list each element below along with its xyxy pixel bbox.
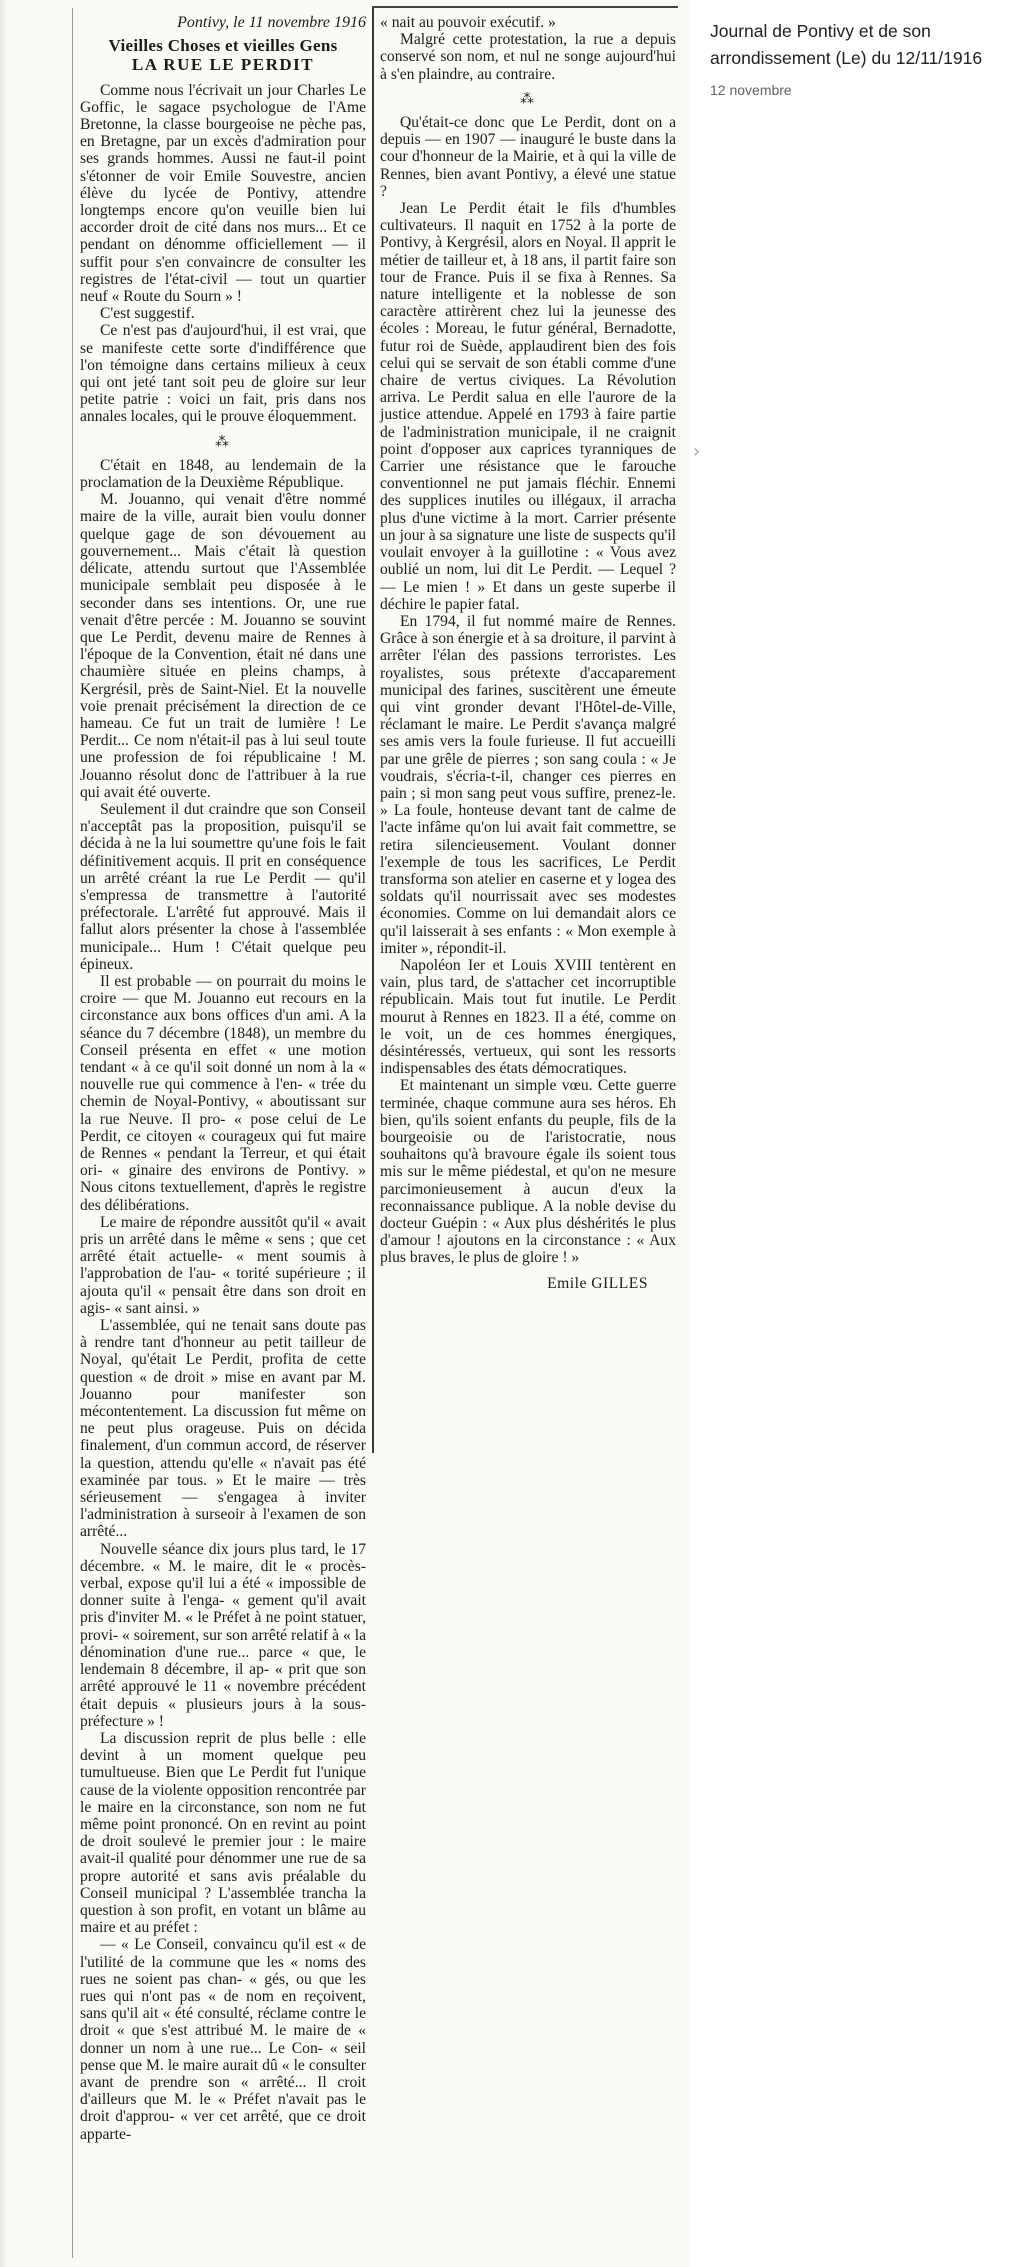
paragraph: L'assemblée, qui ne tenait sans doute pas à rendre tant d'honneur au petit tailleur de Noyal, qu'était Le Perdit, profita de cette question « de droit » mise en avant par M. Jouanno pour manifester son mécontentement. La discussion fut même on ne peut plus orageuse. Puis on décida finalement, d'un commun accord, de réserver la question, attendu qu'elle « n'avait pas été examinée par tous. » Et le maire — très sérieusement — s'engagea à inviter l'administration à surseoir à l'examen de son arrêté... (80, 1317, 366, 1541)
paragraph: C'était en 1848, au lendemain de la proclamation de la Deuxième République. (80, 456, 366, 492)
paragraph: La discussion reprit de plus belle : elle devint à un moment quelque peu tumultueuse. Bien que Le Perdit fut l'unique cause de la violente opposition rencontrée par le maire en la circonstance, son nom ne fut même point prononcé. On en revint au point de droit soulevé le premier jour : le maire avait-il qualité pour dénommer une rue de sa propre autorité et sans avis préalable du Conseil municipal ? L'assemblée trancha la question à son profit, en votant un blâme au maire et au préfet : (80, 1729, 366, 1937)
author-signature: Emile GILLES (547, 1274, 648, 1292)
paragraph: Jean Le Perdit était le fils d'humbles cultivateurs. Il naquit en 1752 à la porte de Pontivy, à Kergrésil, alors en Noyal. Il apprit le métier de tailleur et, à 18 ans, il partit faire son tour de France. Puis il se fixa à Rennes. Sa nature intelligente et la noblesse de son caractère attirèrent chez lui la jeunesse des écoles : Moreau, le futur général, Bernadotte, futur roi de Suède, applaudirent bien des fois celui qui se servait de son établi comme d'une chaire de vertus civiques. La Révolution arriva. Le Perdit salua en elle l'aurore de la justice attendue. Appelé en 1793 à faire partie de l'administration municipale, il ne craignit point d'opposer aux caprices tyranniques de Carrier une résistance que le farouche conventionnel ne put jamais fléchir. Ennemi des supplices inutiles ou illégaux, il arracha plus d'une victime à la mort. Carrier présente un jour à sa signature une liste de suspects qu'il voulait envoyer à la guillotine : « Vous avez oublié un nom, lui dit Le Perdit. — Lequel ? — Le mien ! » Et dans un geste superbe il déchire le papier fatal. (380, 200, 676, 613)
article-column-1 (80, 14, 366, 2143)
paragraph: — « Le Conseil, convaincu qu'il est « de l'utilité de la commune que les « noms des rues ne soient pas chan- « gés, ou que les rues qui n'ont pas « de nom en reçoivent, sans qu'il ait « été consulté, réclame contre le droit « que s'est attribué M. le maire de « donner un nom à une rue... Le Con- « seil pense que M. le maire aurait dû « le consulter avant de prendre son « arrêté... Il croit d'ailleurs que M. le « Préfet n'avait pas le droit d'approu- « ver cet arrêté, que ce droit apparte- (80, 1936, 366, 2143)
paragraph: Le maire de répondre aussitôt qu'il « avait pris un arrêté dans le même « sens ; que cet arrêté était actuelle- « ment soumis à l'approbation de l'au- « torité supérieure ; il ajouta qu'il « pensait être dans son droit en agis- « sant ainsi. » (80, 1213, 366, 1317)
paragraph: Nouvelle séance dix jours plus tard, le 17 décembre. « M. le maire, dit le « procès-verbal, expose qu'il lui a été « impossible de donner suite à l'enga- « gement qu'il avait pris d'inviter M. « le Préfet à ne point statuer, provi- « soirement, sur son arrêté relatif à « la dénomination d'une rue... parce « que, le lendemain 8 décembre, il ap- « prit que son arrêté approuvé le 11 « novembre précédent était depuis « plusieurs jours à la sous-préfecture » ! (80, 1540, 366, 1730)
article-column-2 (380, 14, 676, 1292)
paragraph: Il est probable — on pourrait du moins le croire — que M. Jouanno eut recours en la circonstance aux bons offices d'un ami. A la séance du 7 décembre (1848), un membre du Conseil présenta en effet « une motion tendant « à ce qu'il soit donné un nom à la « nouvelle rue qui commence à l'en- « trée du chemin de Noyal-Pontivy, « aboutissant sur la rue Neuve. Il pro- « pose celui de Le Perdit, ce citoyen « courageux qui fut maire de Rennes « pendant la Terreur, et qui était ori- « ginaire des environs de Pontivy. » Nous citons textuellement, d'après le registre des délibérations. (80, 972, 366, 1214)
paragraph: Seulement il dut craindre que son Conseil n'acceptât pas la proposition, puisqu'il se décida à ne la lui soumettre qu'une fois le fait définitivement acquis. Il prit en conséquence un arrêté créant la rue Le Perdit — qu'il s'empressa de transmettre à l'autorité préfectorale. L'arrêté fut approuvé. Mais il fallut alors présenter la chose à l'assemblée municipale... Hum ! C'était quelque peu épineux. (80, 800, 366, 973)
document-date: 12 novembre (710, 82, 792, 98)
paragraph-continuation: « nait au pouvoir exécutif. » (380, 14, 556, 31)
top-rule (372, 6, 678, 8)
paragraph: C'est suggestif. (100, 305, 195, 323)
paragraph: Napoléon Ier et Louis XVIII tentèrent en vain, plus tard, de s'attacher cet incorruptible républicain. Mais tout fut inutile. Le Perdit mourut à Rennes en 1823. Il a été, comme on le voit, un de ces hommes énergiques, désintéressés, vertueux, qui sont les ressorts indispensables des états démocratiques. (380, 956, 676, 1078)
paragraph: En 1794, il fut nommé maire de Rennes. Grâce à son énergie et à sa droiture, il parvint à arrêter l'élan des passions terroristes. Les royalistes, sous prétexte d'accaparement municipal des farines, suscitèrent une émeute qui vint gronder devant l'Hôtel-de-Ville, réclamant le maire. Le Perdit s'avança malgré ses amis vers la foule furieuse. Il fut accueilli par une grêle de pierres ; son sang coula : « Je voudrais, s'écria-t-il, changer ces pierres en pain ; si mon sang peut vous suffire, prenez-le. » La foule, honteuse devant tant de calme de l'acte infâme qu'on lui avait fait commettre, se retira silencieusement. Voulant donner l'exemple de tous les sacrifices, Le Perdit transforma son atelier en caserne et y logea des soldats qu'il nourrissait avec ses modestes économies. Comme on lui demandait alors ce qu'il laisserait à ses enfants : « Mon exemple à imiter », répondit-il. (380, 612, 676, 957)
rubric-title: Vieilles Choses et vieilles Gens (108, 36, 338, 56)
article-headline: LA RUE LE PERDIT (131, 55, 315, 75)
paragraph: Ce n'est pas d'aujourd'hui, il est vrai, que se manifeste cette sorte d'indifférence que l'on témoigne dans certains milieux à ceux qui ont jeté tant soit peu de gloire sur leur petite patrie : voici un fait, pris dans nos annales locales, qui le prouve éloquemment. (80, 322, 366, 426)
paragraph: Comme nous l'écrivait un jour Charles Le Goffic, le sagace psychologue de l'Ame Bretonne, la classe bourgeoise ne pèche pas, en Bretagne, par un excès d'admiration pour ses grands hommes. Aussi ne faut-il point s'étonner de voir Emile Souvestre, ancien élève du lycée de Pontivy, attendre longtemps encore qu'on veuille bien lui accorder droit de cité dans nos murs... Et ce pendant on dénomme officiellement — il suffit pour s'en convaincre de consulter les registres de l'état-civil — tout un quartier neuf « Route du Sourn » ! (80, 81, 366, 306)
paragraph: M. Jouanno, qui venait d'être nommé maire de la ville, aurait bien voulu donner quelque gage de son dévouement au gouvernement... Mais c'était là question délicate, attendu surtout que l'Assemblée municipale semblait peu disposée à le seconder dans ses intentions. Or, une rue venait d'être percée : M. Jouanno se souvint que Le Perdit, devenu maire de Rennes à l'époque de la Convention, était né dans une chaumière située en pleins champs, à Kergrésil, près de Saint-Niel. Et la nouvelle voie prenait précisément la direction de ce hameau. Ce fut un trait de lumière ! Le Perdit... Ce nom n'était-il pas à lui seul toute une profession de foi républicaine ! M. Jouanno résolut donc de l'attribuer à la rue qui avait été ouverte. (80, 491, 366, 801)
paragraph: Et maintenant un simple vœu. Cette guerre terminée, chaque commune aura ses héros. Eh bien, qu'ils soient enfants du peuple, fils de la bourgeoisie ou de l'aristocratie, nous souhaitons qu'à bravoure égale ils soient tous mis sur le même piédestal, et qu'on ne mesure parcimonieusement à aucun d'eux la reconnaissance publique. A la noble devise du docteur Guépin : « Aux plus déshérités le plus d'amour ! ajoutons en la circonstance : « Aux plus braves, le plus de gloire ! » (380, 1077, 676, 1267)
dateline: Pontivy, le 11 novembre 1916 (177, 14, 366, 31)
document-title: Journal de Pontivy et de son arrondissement (Le) du 12/11/1916 (710, 21, 983, 68)
section-separator: ⁂ (215, 434, 231, 450)
paragraph: Malgré cette protestation, la rue a depuis conservé son nom, et nul ne songe aujourd'hui à s'en plaindre, au contraire. (380, 31, 676, 83)
chevron-right-icon[interactable]: › (693, 441, 701, 462)
left-column-rule (72, 8, 73, 2258)
column-divider (372, 8, 374, 1453)
document-info-panel (710, 18, 1010, 98)
paragraph: Qu'était-ce donc que Le Perdit, dont on a depuis — en 1907 — inauguré le buste dans la cour d'honneur de la Mairie, et à qui la ville de Rennes, bien avant Pontivy, a élevé une statue ? (380, 114, 676, 200)
section-separator: ⁂ (520, 91, 536, 107)
